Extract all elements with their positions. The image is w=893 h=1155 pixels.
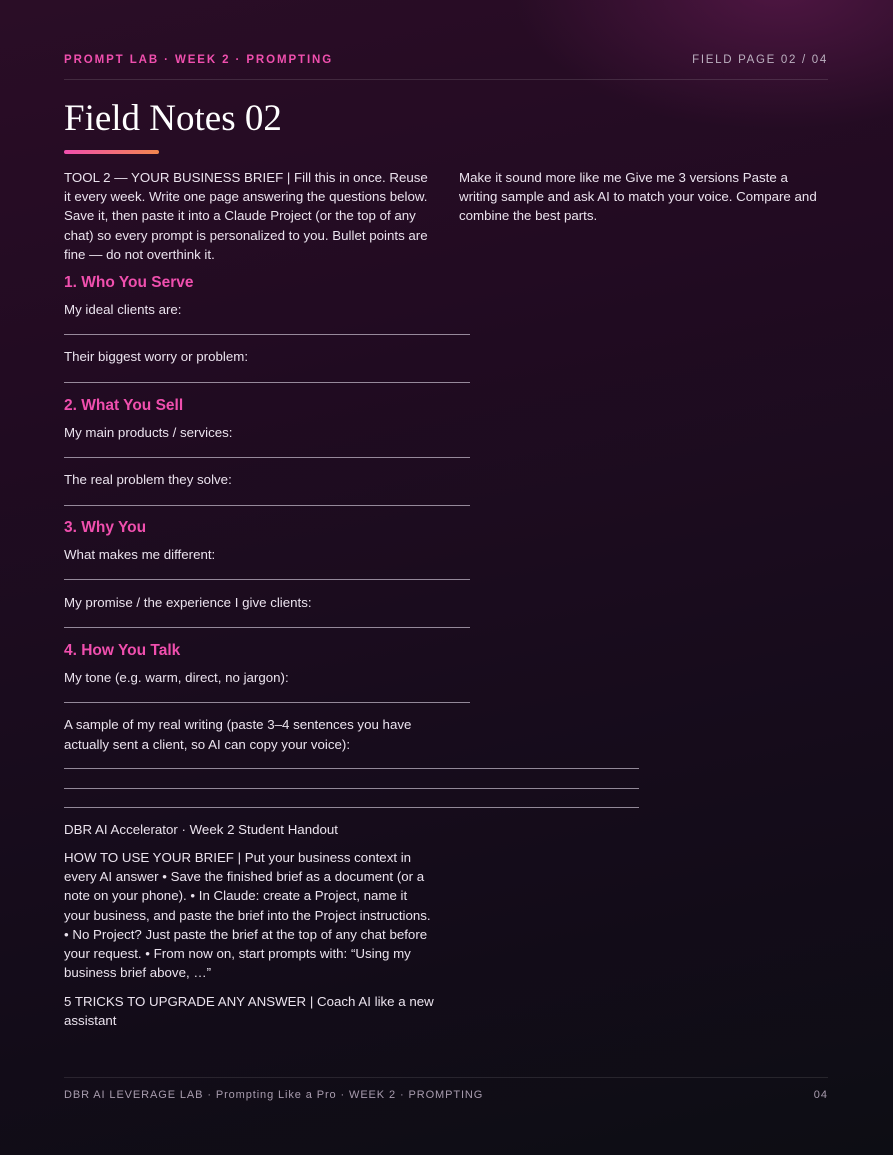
handout-label: DBR AI Accelerator · Week 2 Student Handout	[64, 822, 338, 837]
how-to-text: HOW TO USE YOUR BRIEF | Put your business context in every AI answer • Save the finished brief as a document (or a note on your phone). • In Claude: create a Project, name it your business, and paste the brief into the Project instructions. • No Project? Just paste the brief at the top of any chat before your request. • From now on, start prompts with: “Using my business brief above, …”	[64, 850, 431, 981]
section-heading-who-you-serve: 1. Who You Serve	[64, 274, 194, 291]
footer-page-number: 04	[813, 1089, 828, 1101]
answer-line	[64, 579, 470, 580]
answer-line	[64, 457, 470, 458]
answer-line	[64, 768, 639, 769]
intro-text: TOOL 2 — YOUR BUSINESS BRIEF | Fill this in once. Reuse it every week. Write one page answering the questions below. Save it, then paste it into a Claude Project (or the top of any chat) so every prompt is personalized to you. Bullet points are fine — do not overthink it.	[64, 170, 428, 262]
page-footer	[64, 1077, 828, 1108]
answer-line	[64, 627, 470, 628]
page-title: Field Notes 02	[64, 98, 282, 139]
field-label-writing-sample: A sample of my real writing (paste 3–4 sentences you have actually sent a client, so AI can copy your voice):	[64, 717, 412, 752]
section-heading-how-you-talk: 4. How You Talk	[64, 642, 181, 659]
section-heading-why-you: 3. Why You	[64, 519, 147, 536]
footer-left-text: DBR AI LEVERAGE LAB · Prompting Like a Pro · WEEK 2 · PROMPTING	[64, 1089, 484, 1101]
page-indicator: FIELD PAGE 02 / 04	[692, 54, 828, 66]
field-label-what-makes-different: What makes me different:	[64, 547, 216, 562]
tricks-text: 5 TRICKS TO UPGRADE ANY ANSWER | Coach AI like a new assistant	[64, 994, 434, 1029]
title-accent-bar	[64, 150, 159, 154]
answer-line	[64, 334, 470, 335]
field-label-problem-solved: The real problem they solve:	[64, 472, 232, 487]
section-heading-what-you-sell: 2. What You Sell	[64, 397, 184, 414]
side-note-text: Make it sound more like me Give me 3 versions Paste a writing sample and ask AI to match your voice. Compare and combine the best parts.	[459, 170, 817, 224]
answer-line	[64, 702, 470, 703]
answer-line	[64, 807, 639, 808]
field-label-tone: My tone (e.g. warm, direct, no jargon):	[64, 670, 289, 685]
answer-line	[64, 382, 470, 383]
answer-line	[64, 505, 470, 506]
field-label-products-services: My main products / services:	[64, 425, 233, 440]
field-label-promise: My promise / the experience I give clients:	[64, 595, 312, 610]
answer-line	[64, 788, 639, 789]
page-header	[64, 54, 828, 80]
header-kicker: PROMPT LAB · WEEK 2 · PROMPTING	[64, 54, 334, 66]
field-label-ideal-clients: My ideal clients are:	[64, 302, 182, 317]
field-label-biggest-worry: Their biggest worry or problem:	[64, 349, 249, 364]
